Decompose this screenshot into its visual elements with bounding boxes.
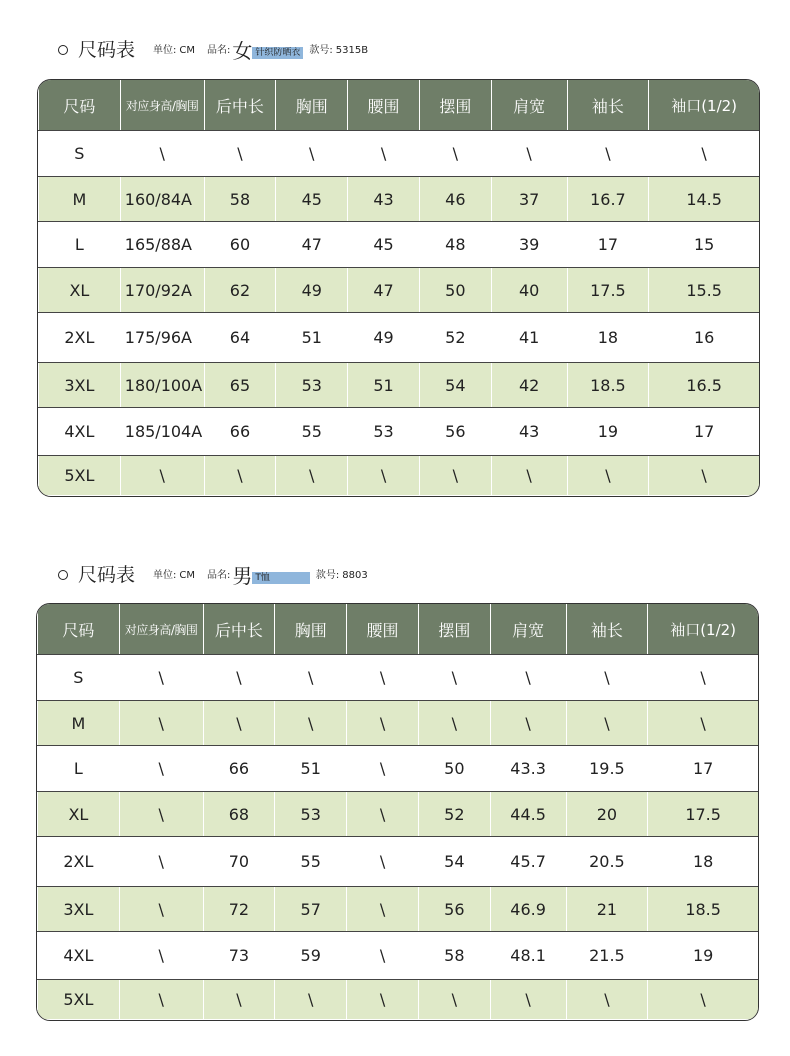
header-height-chest: 对应身高/胸围 (119, 604, 203, 654)
cell-size: 4XL (38, 408, 120, 455)
cell-hem: 54 (419, 363, 491, 407)
chart-title: 尺码表 (78, 39, 136, 61)
cell-shoulder: 37 (491, 177, 567, 221)
cell-waist: \ (346, 980, 418, 1019)
cell-size: S (37, 655, 119, 700)
table-row (38, 312, 759, 362)
cell-cuff: 16.5 (648, 363, 759, 407)
style-code: 款号: 8803 (315, 570, 368, 581)
cell-size: 4XL (37, 932, 119, 979)
cell-height-chest: \ (119, 837, 203, 886)
table-header-row (37, 604, 758, 654)
circle-bullet-icon (58, 570, 68, 580)
gender-label: 男 (232, 564, 253, 588)
cell-waist: 51 (347, 363, 419, 407)
cell-sleeve-length: 16.7 (567, 177, 649, 221)
size-chart-header-men (58, 557, 380, 587)
cell-back-length: \ (203, 701, 275, 745)
cell-chest: 55 (274, 837, 346, 886)
cell-cuff: 17.5 (647, 792, 758, 836)
cell-chest: 47 (275, 222, 347, 267)
cell-back-length: 70 (203, 837, 275, 886)
cell-hem: 56 (419, 408, 491, 455)
table-row (38, 176, 759, 221)
cell-size: 3XL (38, 363, 120, 407)
cell-height-chest: 160/84A (120, 177, 204, 221)
cell-chest: 57 (274, 887, 346, 931)
cell-height-chest: \ (119, 932, 203, 979)
cell-shoulder: 42 (491, 363, 567, 407)
cell-chest: 49 (275, 268, 347, 312)
cell-size: 3XL (37, 887, 119, 931)
cell-cuff: 17 (647, 746, 758, 791)
cell-waist: \ (346, 655, 418, 700)
cell-shoulder: 44.5 (490, 792, 566, 836)
cell-shoulder: 43 (491, 408, 567, 455)
header-chest: 胸围 (274, 604, 346, 654)
cell-sleeve-length: 19 (567, 408, 649, 455)
table-row (37, 886, 758, 931)
cell-height-chest: \ (119, 746, 203, 791)
cell-waist: \ (346, 792, 418, 836)
table-row (37, 836, 758, 886)
cell-hem: \ (418, 701, 490, 745)
cell-shoulder: 40 (491, 268, 567, 312)
cell-sleeve-length: 21.5 (566, 932, 648, 979)
cell-shoulder: 43.3 (490, 746, 566, 791)
table-header-row (38, 80, 759, 130)
cell-size: 2XL (38, 313, 120, 362)
cell-back-length: \ (204, 456, 276, 495)
cell-size: L (38, 222, 120, 267)
cell-hem: 46 (419, 177, 491, 221)
cell-height-chest: \ (119, 887, 203, 931)
header-shoulder: 肩宽 (491, 80, 567, 130)
cell-hem: 50 (418, 746, 490, 791)
cell-waist: 49 (347, 313, 419, 362)
cell-hem: 48 (419, 222, 491, 267)
gender-label: 女 (232, 39, 253, 63)
cell-waist: \ (347, 131, 419, 176)
cell-sleeve-length: 20.5 (566, 837, 648, 886)
cell-sleeve-length: \ (567, 131, 649, 176)
cell-chest: \ (274, 701, 346, 745)
table-row (38, 407, 759, 455)
cell-chest: \ (275, 456, 347, 495)
cell-sleeve-length: \ (566, 701, 648, 745)
cell-sleeve-length: \ (566, 980, 648, 1019)
header-waist: 腰围 (347, 80, 419, 130)
cell-waist: \ (346, 932, 418, 979)
cell-size: M (37, 701, 119, 745)
cell-back-length: \ (204, 131, 276, 176)
cell-cuff: \ (647, 980, 758, 1019)
table-row (37, 700, 758, 745)
cell-cuff: 16 (648, 313, 759, 362)
cell-height-chest: \ (120, 456, 204, 495)
cell-cuff: \ (648, 131, 759, 176)
cell-chest: 55 (275, 408, 347, 455)
cell-sleeve-length: 18 (567, 313, 649, 362)
size-table-men (36, 603, 759, 1021)
table-row (37, 791, 758, 836)
cell-hem: \ (418, 980, 490, 1019)
header-chest: 胸围 (275, 80, 347, 130)
cell-sleeve-length: 18.5 (567, 363, 649, 407)
cell-size: M (38, 177, 120, 221)
header-size: 尺码 (37, 604, 119, 654)
cell-waist: 43 (347, 177, 419, 221)
cell-height-chest: \ (119, 980, 203, 1019)
header-shoulder: 肩宽 (490, 604, 566, 654)
cell-chest: \ (274, 980, 346, 1019)
cell-height-chest: \ (119, 792, 203, 836)
circle-bullet-icon (58, 45, 68, 55)
cell-shoulder: \ (490, 980, 566, 1019)
cell-hem: 52 (419, 313, 491, 362)
cell-cuff: 17 (648, 408, 759, 455)
cell-back-length: 60 (204, 222, 276, 267)
cell-chest: 51 (275, 313, 347, 362)
cell-shoulder: 48.1 (490, 932, 566, 979)
cell-sleeve-length: 17 (567, 222, 649, 267)
cell-chest: \ (274, 655, 346, 700)
cell-shoulder: \ (491, 456, 567, 495)
cell-chest: 51 (274, 746, 346, 791)
cell-sleeve-length: 21 (566, 887, 648, 931)
cell-shoulder: \ (490, 701, 566, 745)
unit-label: 单位: CM (153, 45, 196, 56)
cell-height-chest: 185/104A (120, 408, 204, 455)
chart-title: 尺码表 (78, 564, 136, 586)
header-back-length: 后中长 (203, 604, 275, 654)
product-name: T恤 (252, 572, 310, 584)
cell-size: XL (38, 268, 120, 312)
cell-back-length: 66 (203, 746, 275, 791)
cell-cuff: \ (647, 701, 758, 745)
cell-waist: 47 (347, 268, 419, 312)
cell-shoulder: 41 (491, 313, 567, 362)
header-cuff: 袖口(1/2) (648, 80, 759, 130)
unit-label: 单位: CM (153, 570, 196, 581)
cell-back-length: 58 (204, 177, 276, 221)
table-row (37, 931, 758, 979)
product-name-label: 品名: (207, 570, 231, 581)
cell-cuff: 19 (647, 932, 758, 979)
cell-cuff: 14.5 (648, 177, 759, 221)
cell-cuff: 15.5 (648, 268, 759, 312)
table-row (38, 221, 759, 267)
cell-chest: \ (275, 131, 347, 176)
table-row (38, 455, 759, 495)
cell-height-chest: 165/88A (120, 222, 204, 267)
cell-size: XL (37, 792, 119, 836)
header-sleeve-length: 袖长 (567, 80, 649, 130)
cell-sleeve-length: \ (567, 456, 649, 495)
cell-cuff: 18 (647, 837, 758, 886)
size-chart-header-women (58, 32, 380, 62)
cell-shoulder: 39 (491, 222, 567, 267)
cell-back-length: \ (203, 980, 275, 1019)
cell-back-length: \ (203, 655, 275, 700)
product-name-label: 品名: (207, 45, 231, 56)
cell-chest: 53 (275, 363, 347, 407)
cell-back-length: 65 (204, 363, 276, 407)
table-row (37, 745, 758, 791)
cell-shoulder: 46.9 (490, 887, 566, 931)
table-row (38, 130, 759, 176)
cell-size: 5XL (38, 456, 120, 495)
cell-height-chest: 170/92A (120, 268, 204, 312)
header-hem: 摆围 (418, 604, 490, 654)
cell-cuff: 15 (648, 222, 759, 267)
header-waist: 腰围 (346, 604, 418, 654)
cell-back-length: 73 (203, 932, 275, 979)
cell-hem: 58 (418, 932, 490, 979)
cell-hem: \ (418, 655, 490, 700)
cell-waist: \ (346, 701, 418, 745)
cell-chest: 53 (274, 792, 346, 836)
cell-hem: 54 (418, 837, 490, 886)
cell-height-chest: 180/100A (120, 363, 204, 407)
header-back-length: 后中长 (204, 80, 276, 130)
cell-waist: \ (346, 746, 418, 791)
table-row (37, 654, 758, 700)
table-row (38, 267, 759, 312)
cell-cuff: \ (647, 655, 758, 700)
header-size: 尺码 (38, 80, 120, 130)
cell-waist: 53 (347, 408, 419, 455)
cell-hem: \ (419, 456, 491, 495)
cell-waist: \ (346, 837, 418, 886)
cell-chest: 45 (275, 177, 347, 221)
header-height-chest: 对应身高/胸围 (120, 80, 204, 130)
cell-back-length: 68 (203, 792, 275, 836)
cell-shoulder: 45.7 (490, 837, 566, 886)
style-code: 款号: 5315B (309, 45, 369, 56)
cell-cuff: 18.5 (647, 887, 758, 931)
cell-cuff: \ (648, 456, 759, 495)
cell-height-chest: \ (119, 701, 203, 745)
cell-shoulder: \ (490, 655, 566, 700)
header-hem: 摆围 (419, 80, 491, 130)
cell-size: L (37, 746, 119, 791)
cell-waist: \ (347, 456, 419, 495)
header-cuff: 袖口(1/2) (647, 604, 758, 654)
cell-height-chest: \ (120, 131, 204, 176)
cell-back-length: 66 (204, 408, 276, 455)
cell-sleeve-length: \ (566, 655, 648, 700)
cell-height-chest: 175/96A (120, 313, 204, 362)
header-sleeve-length: 袖长 (566, 604, 648, 654)
cell-back-length: 62 (204, 268, 276, 312)
cell-size: S (38, 131, 120, 176)
cell-chest: 59 (274, 932, 346, 979)
cell-hem: 56 (418, 887, 490, 931)
cell-hem: \ (419, 131, 491, 176)
cell-sleeve-length: 19.5 (566, 746, 648, 791)
cell-back-length: 64 (204, 313, 276, 362)
cell-waist: 45 (347, 222, 419, 267)
cell-size: 5XL (37, 980, 119, 1019)
cell-hem: 52 (418, 792, 490, 836)
cell-shoulder: \ (491, 131, 567, 176)
size-table-women (37, 79, 760, 497)
cell-sleeve-length: 17.5 (567, 268, 649, 312)
cell-waist: \ (346, 887, 418, 931)
cell-size: 2XL (37, 837, 119, 886)
product-name: 针织防晒衣 (252, 47, 303, 59)
cell-sleeve-length: 20 (566, 792, 648, 836)
table-row (37, 979, 758, 1019)
cell-height-chest: \ (119, 655, 203, 700)
cell-back-length: 72 (203, 887, 275, 931)
table-row (38, 362, 759, 407)
cell-hem: 50 (419, 268, 491, 312)
